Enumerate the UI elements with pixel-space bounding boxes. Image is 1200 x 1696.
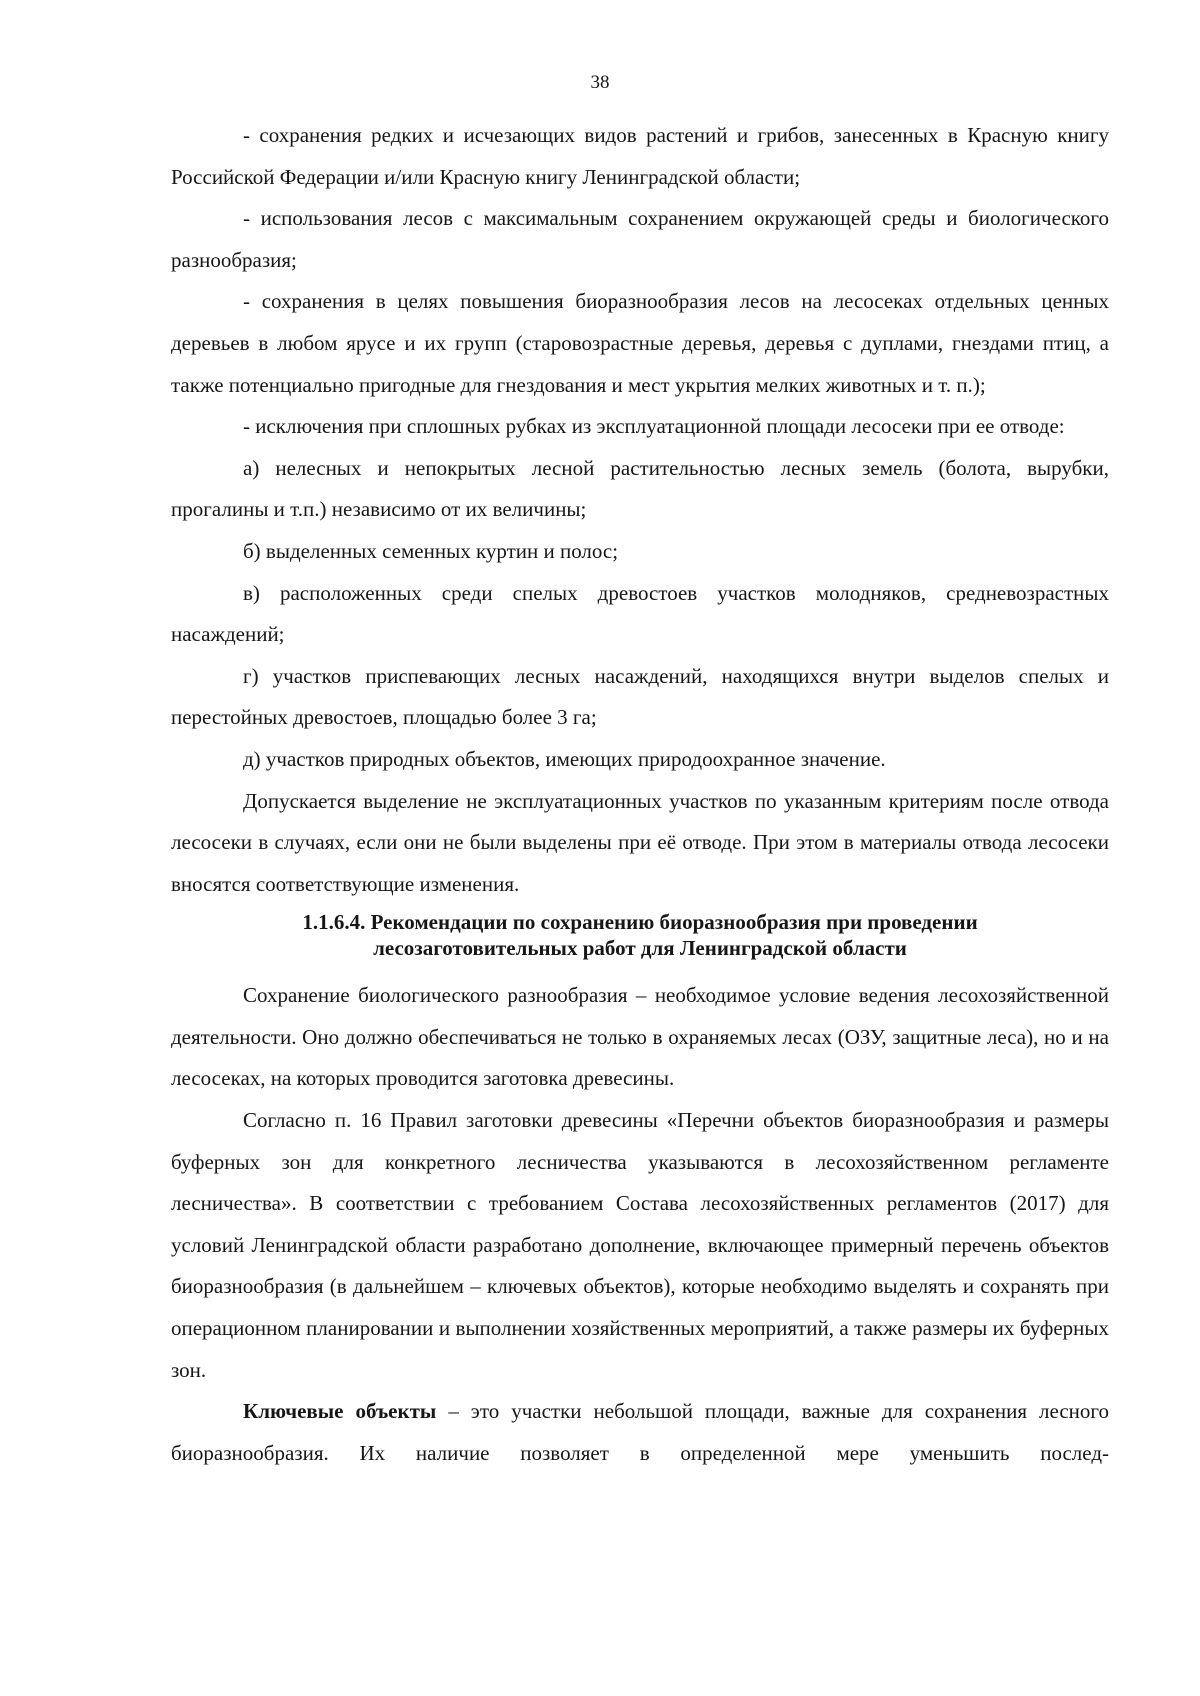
list-item-d: г) участков приспевающих лесных насаждений, находящихся внутри выделов спелых и перестойных древостоев, площадью более 3 га; [171,663,1109,730]
paragraph-exclusion-clear-cutting: - исключения при сплошных рубках из эксплуатационной площади лесосеки при ее отводе: [243,414,1065,439]
paragraph-biodiversity-conservation: Сохранение биологического разнообразия – необходимое условие ведения лесохозяйственной деятельности. Оно должно обеспечиваться не только в охраняемых лесах (ОЗУ, защитные леса), но и на лесосеках, на которых проводится заготовка древесины. [171,983,1109,1091]
list-item-e: д) участков природных объектов, имеющих природоохранное значение. [243,746,886,771]
section-heading-line-1: 1.1.6.4. Рекомендации по сохранению биоразнообразия при проведении [302,910,978,935]
paragraph-harvesting-rules: Согласно п. 16 Правил заготовки древесины «Перечни объектов биоразнообразия и размеры буферных зон для конкретного лесничества указываются в лесохозяйственном регламенте лесничества». В соответствии с требованием Состава лесохозяйственных регламентов (2017) для условий Ленинградской области разработано дополнение, включающее примерный перечень объектов биоразнообразия (в дальнейшем – ключевых объектов), которые необходимо выделять и сохранять при операционном планировании и выполнении хозяйственных мероприятий, а также размеры их буферных зон. [171,1108,1109,1382]
section-heading-line-2: лесозаготовительных работ для Ленинградской области [373,936,907,961]
list-item-a: а) нелесных и непокрытых лесной растительностью лесных земель (болота, вырубки, прогалины и т.п.) независимо от их величины; [171,455,1109,522]
paragraph-valuable-trees: - сохранения в целях повышения биоразнообразия лесов на лесосеках отдельных ценных деревьев в любом ярусе и их групп (старовозрастные деревья, деревья с дуплами, гнездами птиц, а также потенциально пригодные для гнездования и мест укрытия мелких животных и т. п.); [171,289,1109,397]
paragraph-allowed-allocation: Допускается выделение не эксплуатационных участков по указанным критериям после отвода лесосеки в случаях, если они не были выделены при её отводе. При этом в материалы отвода лесосеки вносятся соответствующие изменения. [171,788,1109,896]
document-body [171,115,1109,1474]
paragraph-key-objects [171,1391,1109,1474]
key-objects-definition: – это участки небольшой площади, важные для сохранения лесного биоразнообразия. Их наличие позволяет в определенной мере уменьшить послед- [171,1399,1109,1465]
section-heading [171,909,1109,961]
list-item-c: в) расположенных среди спелых древостоев участков молодняков, средневозрастных насаждений; [171,580,1109,647]
key-objects-term: Ключевые объекты [243,1399,437,1424]
page-number: 38 [590,72,610,93]
paragraph-red-book-species: - сохранения редких и исчезающих видов растений и грибов, занесенных в Красную книгу Российской Федерации и/или Красную книгу Ленинградской области; [171,123,1109,189]
list-item-b: б) выделенных семенных куртин и полос; [243,538,619,563]
paragraph-forest-use: - использования лесов с максимальным сохранением окружающей среды и биологического разнообразия; [171,206,1109,272]
